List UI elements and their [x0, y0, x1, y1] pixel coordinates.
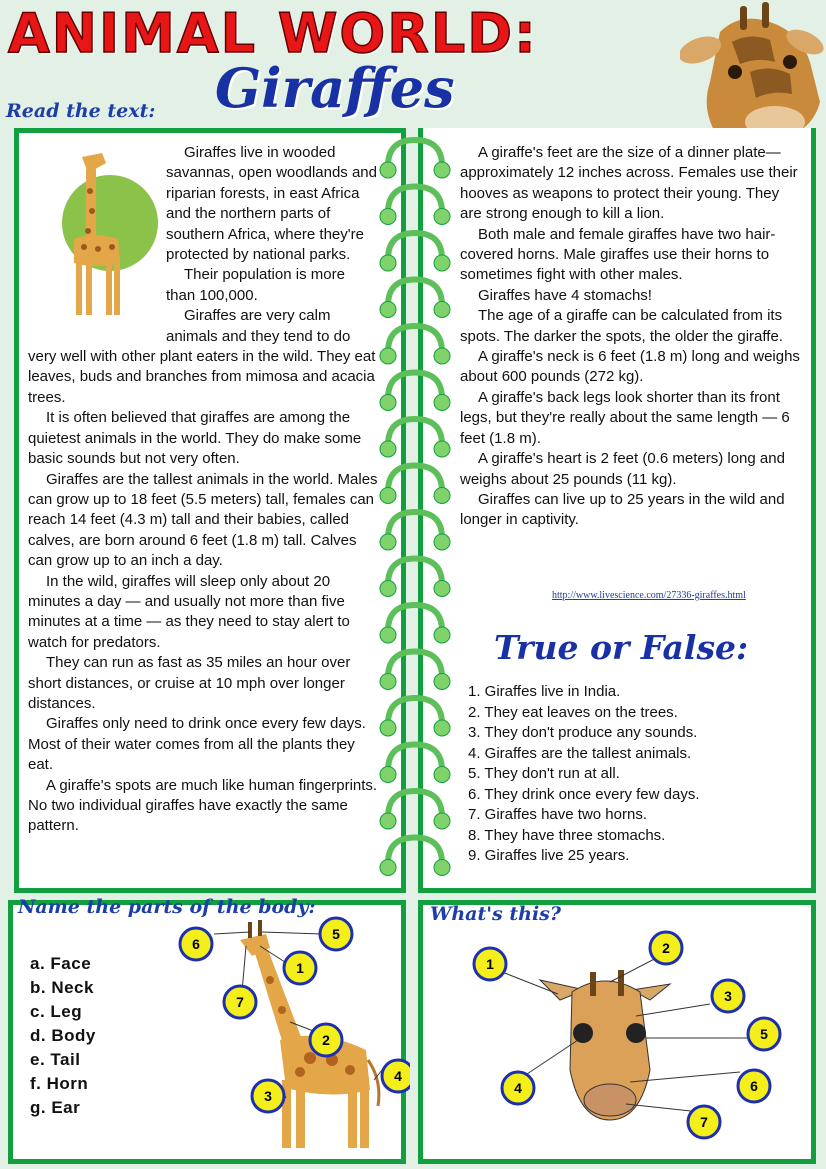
svg-text:2: 2 [322, 1032, 330, 1048]
list-item: 3. They don't produce any sounds. [468, 724, 698, 741]
number-marker [748, 1018, 780, 1050]
giraffe-illustration [22, 139, 160, 325]
giraffe-face-diagram [440, 920, 800, 1158]
body-parts-list [30, 952, 96, 1120]
spiral-ring [380, 559, 450, 597]
spiral-ring [380, 466, 450, 504]
reading-text-right [460, 143, 800, 531]
number-marker [474, 948, 506, 980]
spiral-ring [380, 652, 450, 690]
list-item: e. Tail [30, 1050, 81, 1069]
page-title: ANIMAL WORLD: [8, 2, 538, 65]
paragraph: A giraffe's feet are the size of a dinner plate—approximately 12 inches across. Females use their hooves as weapons to protect their young. They are strong enough to kill a lion. [460, 144, 798, 223]
paragraph: They can run as fast as 35 miles an hour over short distances, or cruise at 10 mph over longer distances. [28, 654, 351, 712]
spiral-ring [380, 280, 450, 318]
spiral-ring [380, 745, 450, 783]
paragraph: It is often believed that giraffes are among the quietest animals in the world. They do make some basic sounds but not very often. [28, 409, 362, 468]
paragraph: Giraffes can live up to 25 years in the wild and longer in captivity. [460, 490, 785, 529]
number-marker [382, 1060, 410, 1092]
svg-text:2: 2 [662, 940, 670, 956]
source-link[interactable]: http://www.livescience.com/27336-giraffes.html [552, 590, 746, 601]
svg-text:4: 4 [394, 1068, 402, 1084]
reading-text-left [28, 143, 378, 837]
svg-text:5: 5 [760, 1026, 768, 1042]
whats-this-title: What's this? [430, 903, 562, 925]
list-item: 8. They have three stomachs. [468, 826, 666, 844]
paragraph: A giraffe's back legs look shorter than its front legs, but they're really about the same length — 6 feet (1.8 m). [460, 388, 790, 447]
paragraph: Giraffes have 4 stomachs! [478, 286, 652, 304]
spiral-ring [380, 419, 450, 457]
giraffe-body-diagram [170, 910, 410, 1160]
number-marker [502, 1072, 534, 1104]
list-item: d. Body [30, 1026, 96, 1045]
number-marker [224, 986, 256, 1018]
list-item: c. Leg [30, 1002, 83, 1021]
number-marker [284, 952, 316, 984]
list-item: a. Face [30, 954, 92, 973]
number-marker [650, 932, 682, 964]
spiral-binding [370, 128, 460, 888]
spiral-ring [380, 233, 450, 271]
paragraph: A giraffe's neck is 6 feet (1.8 m) long and weighs about 600 pounds (272 kg). [460, 348, 800, 386]
paragraph: Both male and female giraffes have two hair-covered horns. Male giraffes use their horns to sometimes fight with other males. [460, 225, 776, 284]
svg-text:3: 3 [264, 1088, 272, 1104]
number-marker [310, 1024, 342, 1056]
list-item: b. Neck [30, 978, 94, 997]
paragraph: A giraffe's spots are much like human fingerprints. No two individual giraffes have exactly the same pattern. [28, 776, 378, 835]
list-item: 9. Giraffes live 25 years. [468, 847, 630, 864]
giraffe-head-photo [680, 2, 824, 140]
paragraph: Giraffes live in wooded savannas, open woodlands and riparian forests, in east Africa and the northern parts of southern Africa, where they're protected by national parks. [166, 144, 377, 264]
svg-text:7: 7 [236, 994, 244, 1010]
svg-text:6: 6 [750, 1078, 758, 1094]
number-marker [320, 918, 352, 950]
true-false-list [468, 682, 700, 867]
svg-text:1: 1 [486, 956, 494, 972]
list-item: f. Horn [30, 1074, 89, 1093]
number-marker [712, 980, 744, 1012]
number-marker [738, 1070, 770, 1102]
list-item: 2. They eat leaves on the trees. [468, 703, 678, 721]
spiral-ring [380, 187, 450, 225]
paragraph: Giraffes only need to drink once every few days. Most of their water comes from all the plants they eat. [28, 715, 366, 774]
spiral-ring [380, 326, 450, 364]
paragraph: Their population is more than 100,000. [166, 266, 345, 304]
svg-text:1: 1 [296, 960, 304, 976]
svg-text:5: 5 [332, 926, 340, 942]
spiral-ring [380, 140, 450, 178]
list-item: 4. Giraffes are the tallest animals. [468, 744, 692, 762]
list-item: g. Ear [30, 1098, 81, 1117]
paragraph: A giraffe's heart is 2 feet (0.6 meters) long and weighs about 25 pounds (11 kg). [460, 450, 785, 488]
list-item: 6. They drink once every few days. [468, 785, 700, 803]
spiral-ring [380, 512, 450, 550]
svg-text:7: 7 [700, 1114, 708, 1130]
number-marker [252, 1080, 284, 1112]
spiral-ring [380, 698, 450, 736]
spiral-ring [380, 791, 450, 829]
list-item: 5. They don't run at all. [468, 765, 620, 782]
svg-text:3: 3 [724, 988, 732, 1004]
list-item: 7. Giraffes have two horns. [468, 806, 647, 823]
body-parts-title: Name the parts of the body: [18, 896, 316, 918]
number-marker [688, 1106, 720, 1138]
svg-text:4: 4 [514, 1080, 522, 1096]
paragraph: Giraffes are the tallest animals in the world. Males can grow up to 18 feet (5.5 meters) tall, females can reach 14 feet (4.3 m) tall and their babies, called calves, are born around 6 feet (1.8 m) tall. Calves can grow up to an inch a day. [28, 470, 378, 570]
list-item: 1. Giraffes live in India. [468, 683, 621, 700]
number-marker [180, 928, 212, 960]
read-text-label: Read the text: [6, 100, 156, 122]
spiral-ring [380, 838, 450, 876]
svg-text:6: 6 [192, 936, 200, 952]
spiral-ring [380, 605, 450, 643]
paragraph: In the wild, giraffes will sleep only about 20 minutes a day — and usually not more than five minutes at a time — as they need to stay alert to watch for predators. [28, 572, 350, 651]
spiral-ring [380, 373, 450, 411]
paragraph: The age of a giraffe can be calculated from its spots. The darker the spots, the older the giraffe. [460, 307, 783, 345]
true-false-title: True or False: [494, 628, 749, 667]
paragraph: Giraffes are very calm animals and they tend to do very well with other plant eaters in the wild. They eat leaves, buds and branches from mimosa and acacia trees. [28, 307, 376, 406]
page-subtitle: Giraffes [215, 56, 455, 120]
